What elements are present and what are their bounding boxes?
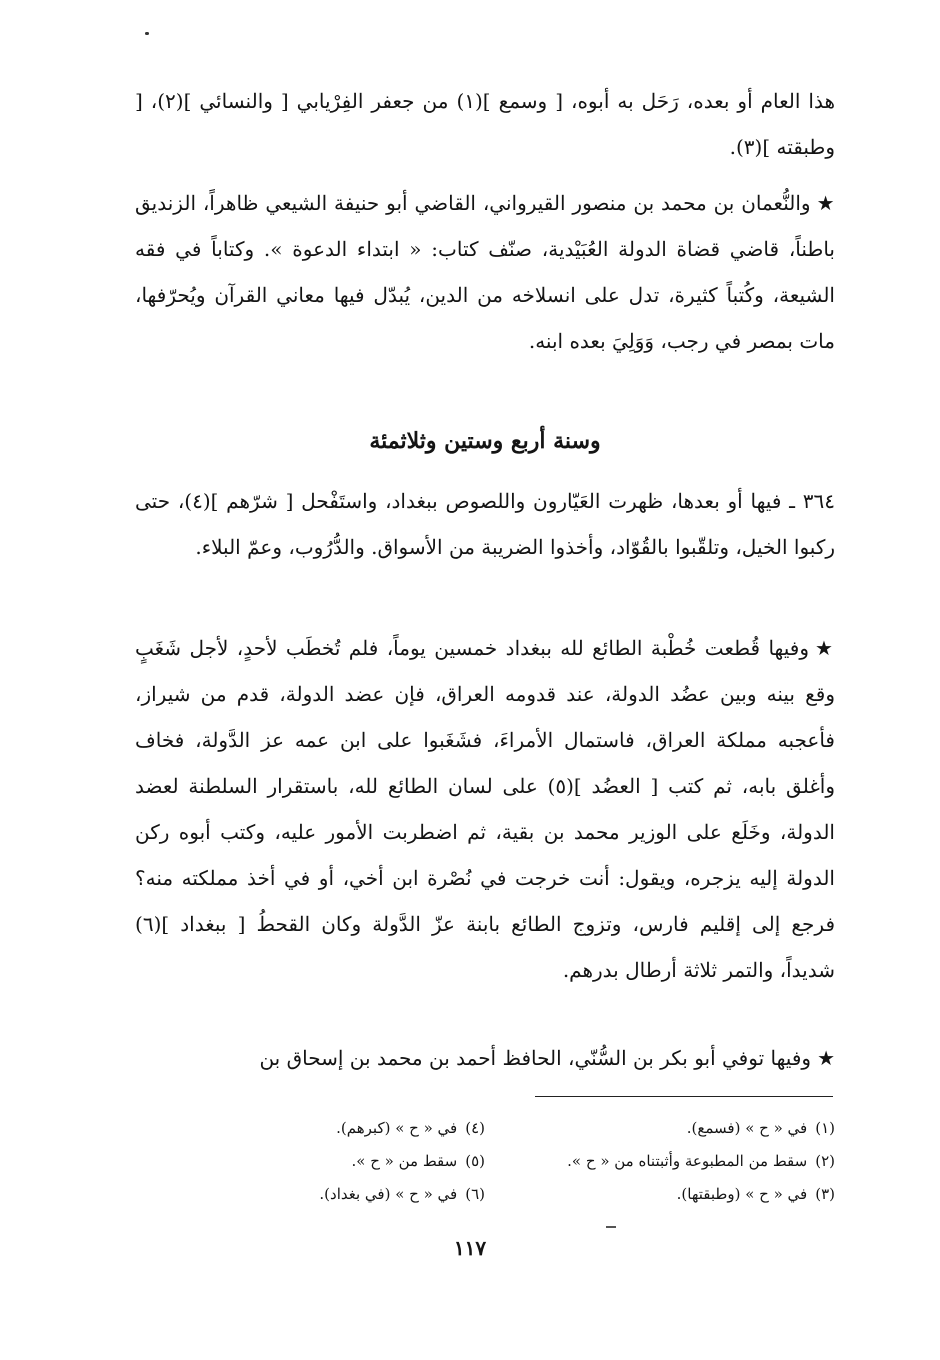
footnote-2: (٢)سقط من المطبوعة وأثبتناه من « ح ». (567, 1152, 835, 1170)
footnote-3: (٣)في « ح » (وطبقتها). (676, 1185, 835, 1203)
paragraph-text: ٣٦٤ ـ فيها أو بعدها، ظهرت العَيّارون واللصوص ببغداد، واستَفْحل [ شرّهم ](٤)، حتى ركبوا الخيل، وتلقّبوا بالقُوّاد، وأخذوا الضريبة من الأسواق. والدُّرُوب، وعمّ البلاء. (135, 489, 835, 559)
star-marker: ★ (817, 1046, 835, 1070)
footnote-divider (535, 1096, 833, 1097)
star-marker: ★ (816, 191, 835, 215)
footnotes (135, 1112, 835, 1211)
page-number: ١١٧ (453, 1236, 487, 1260)
paragraph-khutba (135, 625, 835, 993)
footnote-4: (٤)في « ح » (كبرهم). (336, 1119, 485, 1137)
paragraph-ibn-sunni (135, 1035, 835, 1081)
footnote-6: (٦)في « ح » (في بغداد). (319, 1185, 485, 1203)
stray-mark (606, 1226, 616, 1228)
star-marker: ★ (815, 636, 836, 660)
footnote-5: (٥)سقط من « ح ». (351, 1152, 485, 1170)
footnote-1: (١)في « ح » (فسمع). (686, 1119, 835, 1137)
paragraph-continuation (135, 78, 835, 170)
paragraph-text: هذا العام أو بعده، رَحَل به أبوه، [ وسمع ](١) من جعفر الفِرْيابي [ والنسائي ](٢)، [ وطبقته ](٣). (135, 89, 835, 159)
paragraph-numan (135, 180, 835, 364)
paragraph-364 (135, 478, 835, 570)
paragraph-text: والنُّعمان بن محمد بن منصور القيرواني، القاضي أبو حنيفة الشيعي ظاهراً، الزنديق باطناً، قاضي قضاة الدولة العُبَيْدية، صنّف كتاب: « ابتداء الدعوة ». وكتاباً في فقه الشيعة، وكُتباً كثيرة، تدل على انسلاخه من الدين، يُبدّل فيها معاني القرآن ويُحرّفها، مات بمصر في رجب، وَوَلِيَ بعده ابنه. (135, 191, 835, 353)
section-heading: وسنة أربع وستين وثلاثمئة (369, 428, 601, 454)
paragraph-text: وفيها توفي أبو بكر بن السُّنّي، الحافظ أحمد بن محمد بن إسحاق بن (259, 1046, 812, 1070)
paragraph-text: وفيها قُطعت خُطْبة الطائع لله ببغداد خمسين يوماً، فلم تُخطَب لأحدٍ، لأجل شَغَبٍ وقع بينه وبين عضُد الدولة، عند قدومه العراق، فإن عضد الدولة، قدم من شيراز، فأعجبه مملكة العراق، فاستمال الأمراءَ، فشَغَبوا على ابن عمه عز الدَّولة، فخاف وأغلق بابه، ثم كتب [ العضُد ](٥) على لسان الطائع لله، باستقرار السلطنة لعضد الدولة، وخَلَع على الوزير محمد بن بقية، ثم اضطربت الأمور عليه، وكتب أبوه ركن الدولة إليه يزجره، ويقول: أنت خرجت في نُصْرة ابن أخي، أو في أخذ مملكته منه؟ فرجع إلى إقليم فارس، وتزوج الطائع بابنة عزّ الدَّولة وكان القحطُ [ ببغداد ](٦) شديداً، والتمر ثلاثة أرطال بدرهم. (135, 636, 835, 982)
stray-mark (145, 32, 149, 35)
